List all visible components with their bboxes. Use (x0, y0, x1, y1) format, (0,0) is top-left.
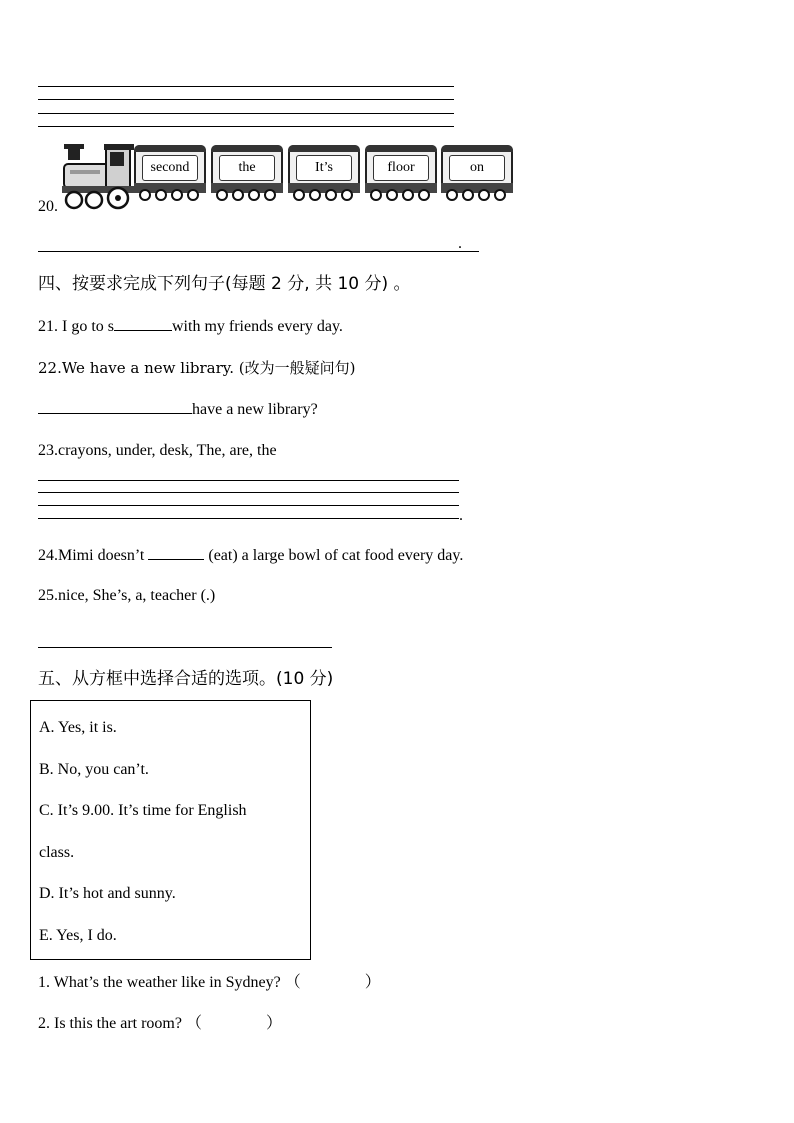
question-23: 23.crayons, under, desk, The, are, the (38, 442, 277, 459)
answer-line (38, 647, 332, 648)
question-text: 2. Is this the art room? (38, 1015, 182, 1032)
q24-before: 24.Mimi doesn’t (38, 547, 145, 564)
train-car (288, 145, 360, 193)
option-d: D. It’s hot and sunny. (39, 885, 176, 902)
question-22: 22.We have a new library. (改为一般疑问句) (38, 359, 356, 377)
answer-parentheses[interactable]: （ ） (185, 1015, 282, 1032)
options-box (30, 700, 311, 960)
answer-blank[interactable] (114, 316, 172, 331)
sentence-period: . (458, 235, 462, 252)
option-a: A. Yes, it is. (39, 719, 117, 736)
q21-after: with my friends every day. (172, 318, 343, 335)
train-word: second (142, 155, 198, 181)
locomotive-icon (60, 142, 134, 210)
train-word: the (219, 155, 275, 181)
writing-line (38, 86, 454, 87)
option-b: B. No, you can’t. (39, 761, 149, 778)
writing-line (38, 113, 454, 114)
answer-line (38, 251, 479, 252)
question-number: 20. (38, 198, 58, 215)
answer-parentheses[interactable]: （ ） (284, 974, 381, 991)
q22-after: have a new library? (192, 401, 318, 418)
question-24 (38, 545, 463, 566)
option-e: E. Yes, I do. (39, 927, 117, 944)
train-word: on (449, 155, 505, 181)
question-1 (38, 973, 381, 993)
train-car (365, 145, 437, 193)
writing-line (38, 126, 454, 127)
writing-line (38, 505, 459, 506)
question-22-answer (38, 399, 318, 420)
option-c: C. It’s 9.00. It’s time for English (39, 802, 247, 819)
train-word: It’s (296, 155, 352, 181)
q24-after: (eat) a large bowl of cat food every day. (208, 547, 464, 564)
answer-blank[interactable] (148, 545, 204, 560)
train-car (211, 145, 283, 193)
question-2 (38, 1014, 282, 1034)
section-heading: 五、从方框中选择合适的选项。(10 分) (38, 669, 334, 689)
answer-blank[interactable] (38, 399, 192, 414)
section-heading: 四、按要求完成下列句子(每题 2 分, 共 10 分) 。 (38, 274, 411, 294)
option-c-continued: class. (39, 844, 75, 861)
writing-line (38, 518, 459, 519)
train-car (134, 145, 206, 193)
question-text: 1. What’s the weather like in Sydney? (38, 974, 281, 991)
question-21 (38, 316, 343, 337)
q21-before: 21. I go to s (38, 318, 114, 335)
writing-line (38, 492, 459, 493)
writing-line (38, 99, 454, 100)
sentence-period: . (459, 507, 463, 524)
question-25: 25.nice, She’s, a, teacher (.) (38, 587, 216, 604)
writing-line (38, 480, 459, 481)
train-car (441, 145, 513, 193)
train-word: floor (373, 155, 429, 181)
